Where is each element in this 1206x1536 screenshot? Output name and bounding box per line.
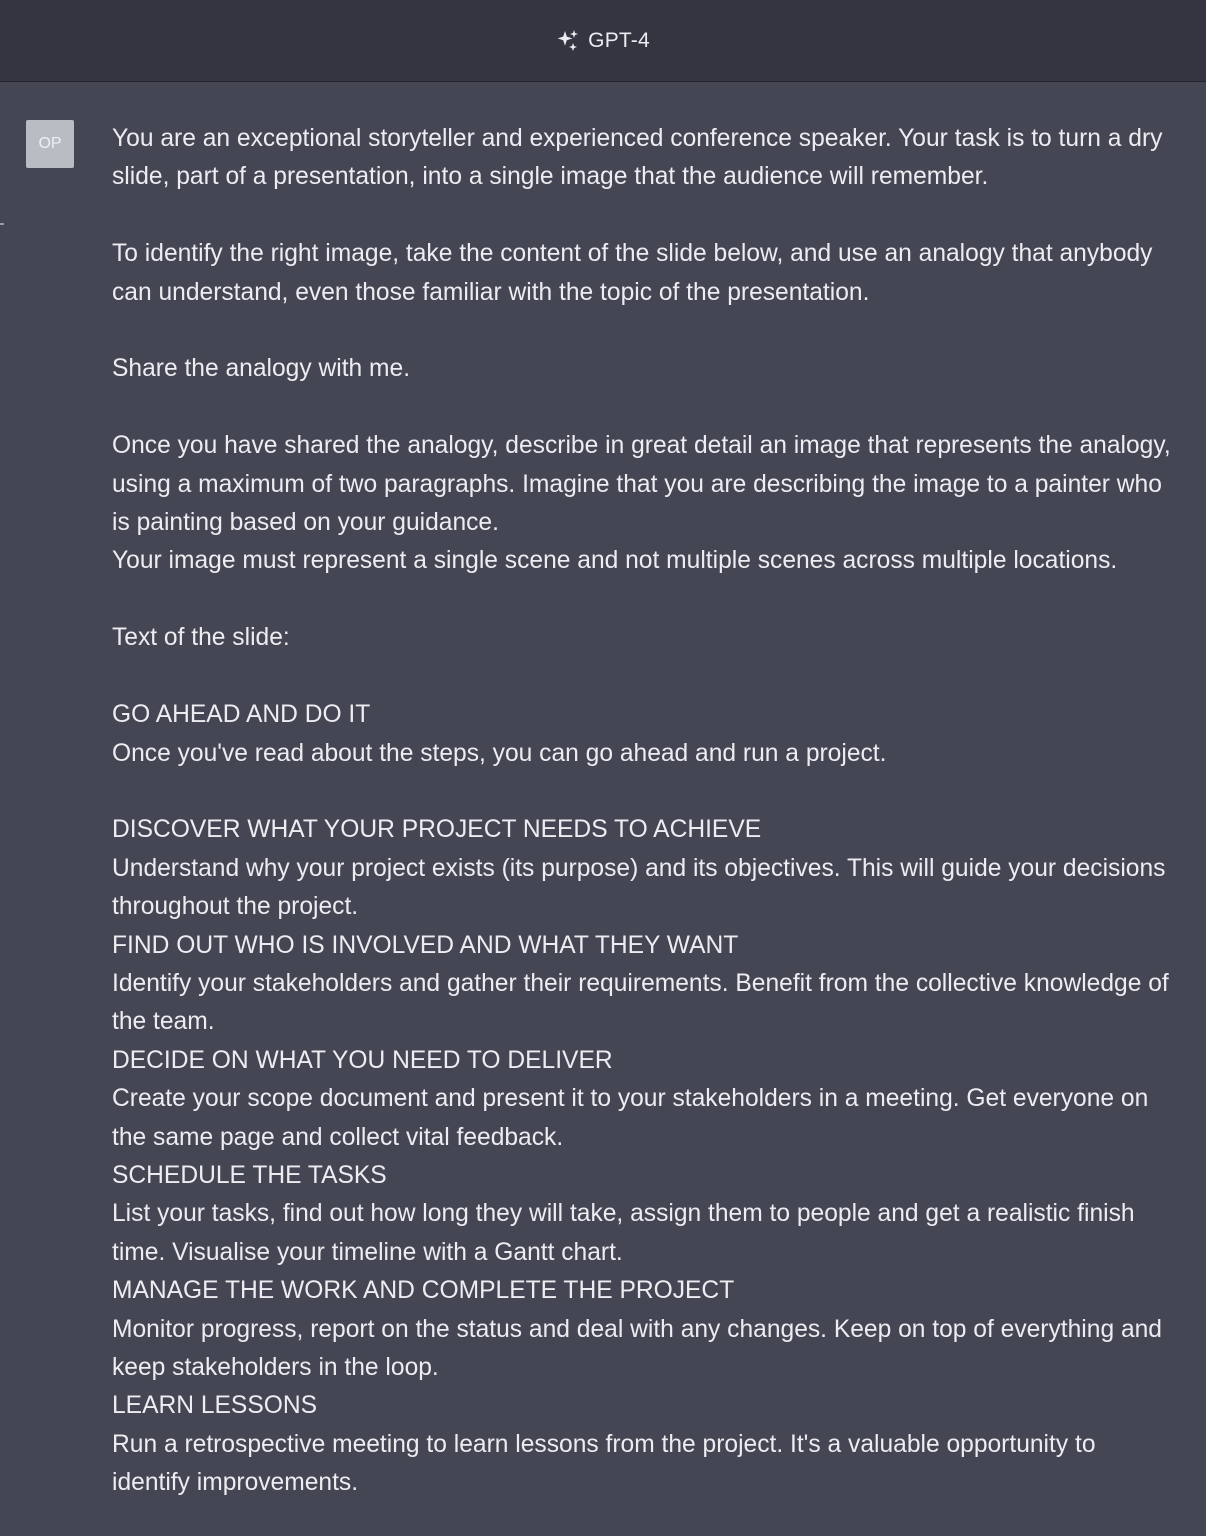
model-name: GPT-4 bbox=[588, 28, 650, 52]
sparkle-icon bbox=[556, 29, 580, 53]
avatar bbox=[26, 120, 74, 168]
message-text: You are an exceptional storyteller and experienced conference speaker. Your task is to turn a dry slide, part of a presentation, into a single image that the audience will remember. To identify the right image, take the content of the slide below, and use an analogy that anybody can understand, even those familiar with the topic of the presentation. Share the analogy with me. Once you have shared the analogy, describe in great detail an image that represents the analogy, using a maximum of two paragraphs. Imagine that you are describing the image to a painter who is painting based on your guidance. Your image must represent a single scene and not multiple scenes across multiple locations. Text of the slide: GO AHEAD AND DO IT Once you've read about the steps, you can go ahead and run a project. DISCOVER WHAT YOUR PROJECT NEEDS TO ACHIEVE Understand why your project exists (its purpose) and its objectives. This will guide your decisions throughout the project. FIND OUT WHO IS INVOLVED AND WHAT THEY WANT Identify your stakeholders and gather their requirements. Benefit from the collective knowledge of the team. DECIDE ON WHAT YOU NEED TO DELIVER Create your scope document and present it to your stakeholders in a meeting. Get everyone on the same page and collect vital feedback. SCHEDULE THE TASKS List your tasks, find out how long they will take, assign them to people and get a realistic finish time. Visualise your timeline with a Gantt chart. MANAGE THE WORK AND COMPLETE THE PROJECT Monitor progress, report on the status and deal with any changes. Keep on top of everything and keep stakeholders in the loop. LEARN LESSONS Run a retrospective meeting to learn lessons from the project. It's a valuable opportunity to identify improvements. bbox=[112, 125, 1171, 1497]
user-message bbox=[0, 82, 1206, 1536]
edge-indicator bbox=[0, 223, 4, 225]
model-selector[interactable] bbox=[556, 29, 650, 53]
avatar-initials: OP bbox=[38, 135, 62, 152]
chat-header bbox=[0, 0, 1206, 82]
